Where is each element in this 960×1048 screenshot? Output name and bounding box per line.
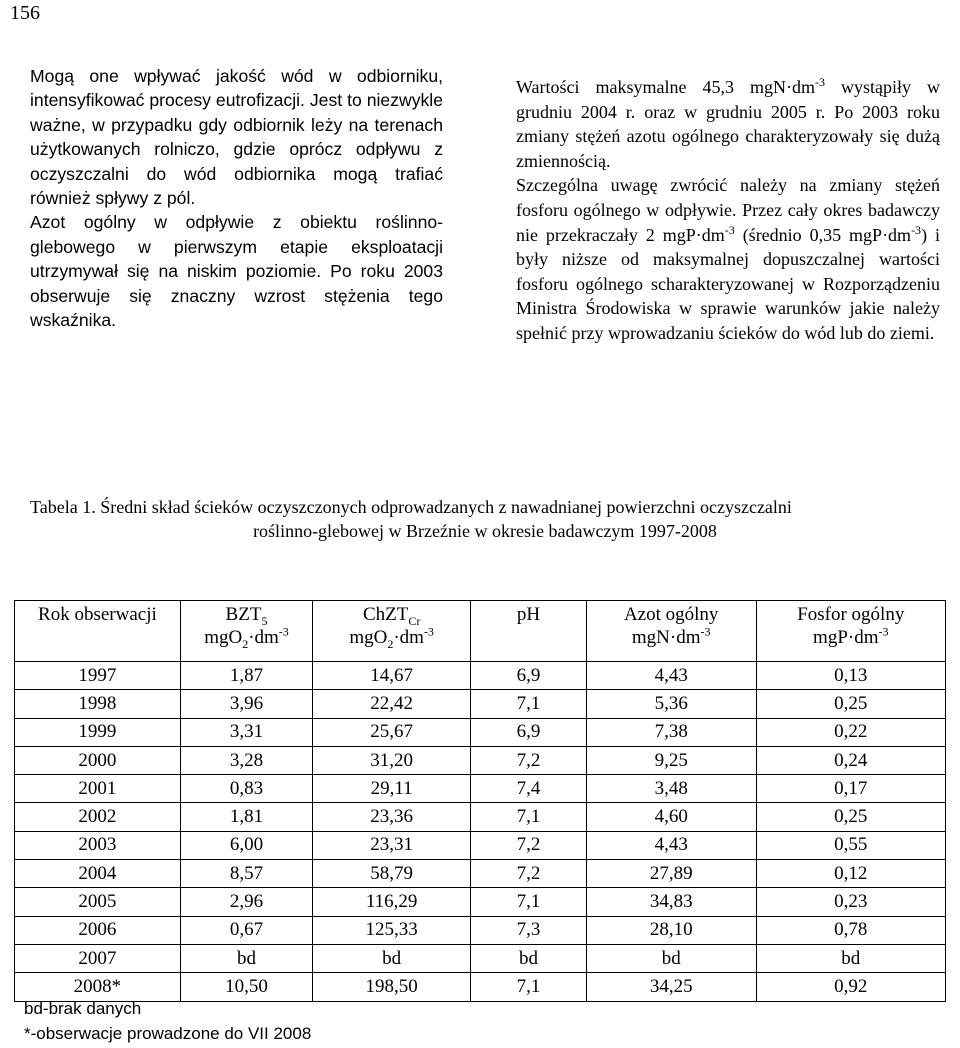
table-cell: 3,28 xyxy=(180,746,312,774)
table-cell: 31,20 xyxy=(313,746,471,774)
table-header-row xyxy=(15,601,946,662)
header-nitrogen: Azot ogólny $mgN\cdot dm^{-3}$ xyxy=(586,601,756,662)
table-cell: 125,33 xyxy=(313,916,471,944)
table-row xyxy=(15,860,946,888)
table-cell: 3,96 xyxy=(180,690,312,718)
caption-line-1: Tabela 1. Średni skład ścieków oczyszczonych odprowadzanych z nawadnianej powierzchni oczyszczalni xyxy=(30,497,792,517)
table-cell: bd xyxy=(586,944,756,972)
table-cell: 7,2 xyxy=(471,831,587,859)
table-cell: 2008* xyxy=(15,973,181,1001)
table-cell: 34,83 xyxy=(586,888,756,916)
table-cell: bd xyxy=(756,944,945,972)
table-row xyxy=(15,916,946,944)
right-column xyxy=(516,75,940,346)
header-year: Rok obserwacji xyxy=(15,601,181,662)
left-column xyxy=(30,64,443,332)
table-cell: 22,42 xyxy=(313,690,471,718)
table-cell: 28,10 xyxy=(586,916,756,944)
table-cell: 0,67 xyxy=(180,916,312,944)
table-cell: 27,89 xyxy=(586,860,756,888)
table-cell: 6,00 xyxy=(180,831,312,859)
table-row xyxy=(15,690,946,718)
table-cell: 7,2 xyxy=(471,860,587,888)
table-cell: 2002 xyxy=(15,803,181,831)
table-cell: 4,43 xyxy=(586,662,756,690)
table-cell: 0,23 xyxy=(756,888,945,916)
table-cell: 4,60 xyxy=(586,803,756,831)
table-row xyxy=(15,775,946,803)
right-paragraph-1: Wartości maksymalne 45,3 $mgN\cdot dm^{-3}$ wystąpiły w grudniu 2004 r. oraz w grudniu 2005 r. Po 2003 roku zmiany stężeń azotu ogólnego charakteryzowały się dużą zmiennością. xyxy=(516,75,940,171)
table-cell: 4,43 xyxy=(586,831,756,859)
table-cell: 0,92 xyxy=(756,973,945,1001)
table-cell: 7,1 xyxy=(471,803,587,831)
table-row xyxy=(15,662,946,690)
table-cell: 0,25 xyxy=(756,690,945,718)
footnote-asterisk: *-obserwacje prowadzone do VII 2008 xyxy=(24,1024,312,1043)
table-cell: 10,50 xyxy=(180,973,312,1001)
table-cell: 23,36 xyxy=(313,803,471,831)
page-number: 156 xyxy=(10,2,40,24)
right-paragraph-2: Szczególna uwagę zwrócić należy na zmiany stężeń fosforu ogólnego w odpływie. Przez cały okres badawczy nie przekraczały 2 $mgP\cdot dm^{-3}$ (średnio 0,35 $mgP\cdot dm^{-3}$) i były niższe od maksymalnej dopuszczalnej wartości fosforu ogólnego scharakteryzowanej w Rozporządzeniu Ministra Środowiska w sprawie warunków jakie należy spełnić przy wprowadzaniu ścieków do wód lub do ziemi. xyxy=(516,175,940,343)
table-cell: 7,1 xyxy=(471,690,587,718)
table-cell: bd xyxy=(313,944,471,972)
header-chzt: ChZT$_{Cr}$ $mgO_2\cdot dm^{-3}$ xyxy=(313,601,471,662)
table-cell: 23,31 xyxy=(313,831,471,859)
table-cell: 2004 xyxy=(15,860,181,888)
table-cell: 7,4 xyxy=(471,775,587,803)
table-cell: 2007 xyxy=(15,944,181,972)
table-cell: 14,67 xyxy=(313,662,471,690)
table-cell: 2006 xyxy=(15,916,181,944)
table-cell: 0,17 xyxy=(756,775,945,803)
table-cell: 6,9 xyxy=(471,662,587,690)
table-cell: 2003 xyxy=(15,831,181,859)
left-paragraph-2: Azot ogólny w odpływie z obiektu roślinno-glebowego w pierwszym etapie eksploatacji utrzymywał się na niskim poziomie. Po roku 2003 obserwuje się znaczny wzrost stężenia tego wskaźnika. xyxy=(30,212,443,331)
table-cell: 8,57 xyxy=(180,860,312,888)
table-cell: 3,31 xyxy=(180,718,312,746)
header-phosphorus: Fosfor ogólny $mgP\cdot dm^{-3}$ xyxy=(756,601,945,662)
table-cell: 2005 xyxy=(15,888,181,916)
table-cell: 0,12 xyxy=(756,860,945,888)
table-cell: 0,22 xyxy=(756,718,945,746)
table-cell: 1997 xyxy=(15,662,181,690)
table-row xyxy=(15,888,946,916)
table-cell: 7,2 xyxy=(471,746,587,774)
table-cell: 3,48 xyxy=(586,775,756,803)
table-row xyxy=(15,973,946,1001)
table-row xyxy=(15,718,946,746)
header-bzt: $BZT_5$ $mgO_2\cdot dm^{-3}$ xyxy=(180,601,312,662)
table-cell: 25,67 xyxy=(313,718,471,746)
table-row xyxy=(15,944,946,972)
table-cell: 0,25 xyxy=(756,803,945,831)
table-cell: 5,36 xyxy=(586,690,756,718)
left-paragraph-1: Mogą one wpływać jakość wód w odbiorniku, intensyfikować procesy eutrofizacji. Jest to niezwykle ważne, w przypadku gdy odbiornik leży na terenach użytkowanych rolniczo, gdzie oprócz odpływu z oczyszczalni do wód odbiornika mogą trafiać również spływy z pól. xyxy=(30,66,443,209)
table-cell: 58,79 xyxy=(313,860,471,888)
table-cell: 2,96 xyxy=(180,888,312,916)
table-cell: 1999 xyxy=(15,718,181,746)
table-cell: 34,25 xyxy=(586,973,756,1001)
table-cell: 7,1 xyxy=(471,888,587,916)
table-cell: 2000 xyxy=(15,746,181,774)
table-cell: 9,25 xyxy=(586,746,756,774)
table-cell: 6,9 xyxy=(471,718,587,746)
table-cell: 0,24 xyxy=(756,746,945,774)
table-cell: 7,3 xyxy=(471,916,587,944)
footnote-bd: bd-brak danych xyxy=(24,999,142,1018)
table-cell: 0,83 xyxy=(180,775,312,803)
table-cell: 0,13 xyxy=(756,662,945,690)
table-cell: 29,11 xyxy=(313,775,471,803)
table-cell: 2001 xyxy=(15,775,181,803)
table-cell: 7,38 xyxy=(586,718,756,746)
table-cell: bd xyxy=(471,944,587,972)
table-cell: 198,50 xyxy=(313,973,471,1001)
table-cell: bd xyxy=(180,944,312,972)
composition-table xyxy=(14,600,946,1002)
table-row xyxy=(15,831,946,859)
table-cell: 1,87 xyxy=(180,662,312,690)
table-cell: 1998 xyxy=(15,690,181,718)
table-cell: 7,1 xyxy=(471,973,587,1001)
table-cell: 116,29 xyxy=(313,888,471,916)
table-cell: 1,81 xyxy=(180,803,312,831)
table-caption xyxy=(30,495,940,543)
table-cell: 0,55 xyxy=(756,831,945,859)
table-body xyxy=(15,662,946,1002)
table-row xyxy=(15,746,946,774)
caption-line-2: roślinno-glebowej w Brzeźnie w okresie badawczym 1997-2008 xyxy=(253,521,717,541)
header-ph: pH xyxy=(471,601,587,662)
table-cell: 0,78 xyxy=(756,916,945,944)
table-row xyxy=(15,803,946,831)
